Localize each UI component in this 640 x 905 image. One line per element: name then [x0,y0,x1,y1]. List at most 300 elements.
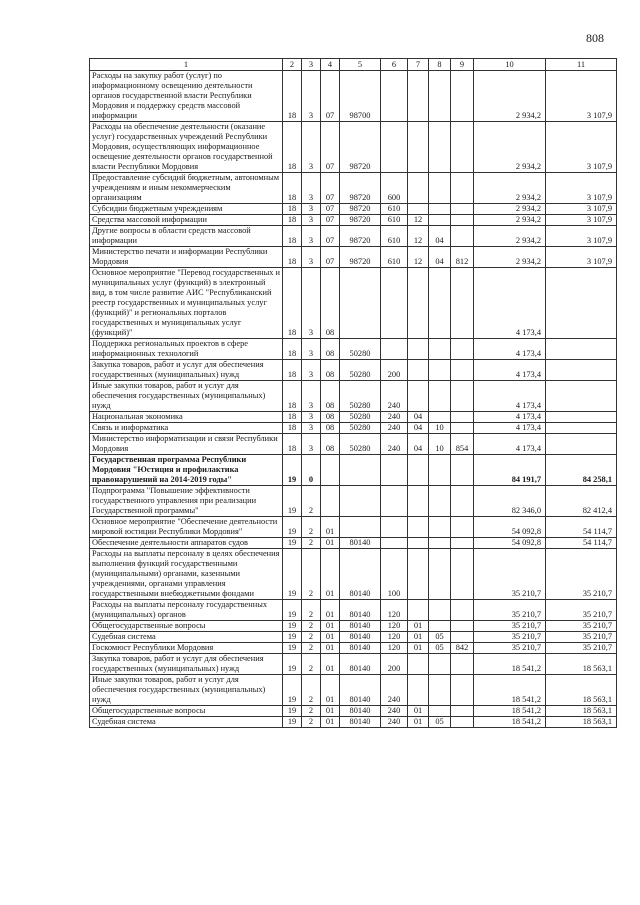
row-value-cell [340,486,381,517]
table-row [90,360,617,381]
row-value-cell [451,675,474,706]
table-row [90,226,617,247]
row-name-cell: Расходы на обеспечение деятельности (оказание услуг) государственных учреждений Республики Мордовия, осуществляющих информационное освещение деятельности органов государственной власти Республики Мордовия [90,122,283,173]
row-value-cell [451,600,474,621]
row-value-cell: 01 [321,517,340,538]
row-value-cell [321,455,340,486]
row-value-cell: 19 [283,717,302,728]
row-value-cell: 05 [429,632,451,643]
row-value-cell: 240 [381,381,408,412]
row-value-cell [429,204,451,215]
row-value-cell: 01 [321,717,340,728]
row-value-cell [381,486,408,517]
row-value-cell [408,381,429,412]
row-value-cell: 01 [321,632,340,643]
row-name-cell: Министерство информатизации и связи Республики Мордовия [90,434,283,455]
row-value-cell: 240 [381,717,408,728]
row-value-cell: 35 210,7 [474,632,546,643]
row-value-cell: 82 412,4 [546,486,617,517]
row-value-cell: 2 [302,600,321,621]
table-row [90,204,617,215]
row-value-cell: 98720 [340,122,381,173]
row-value-cell: 98720 [340,204,381,215]
row-name-cell: Подпрограмма "Повышение эффективности государственного управления при реализации Государственной программы" [90,486,283,517]
row-value-cell [408,173,429,204]
row-value-cell: 12 [408,215,429,226]
row-value-cell [451,717,474,728]
row-value-cell [408,455,429,486]
row-value-cell [451,549,474,600]
table-row [90,632,617,643]
row-value-cell [546,434,617,455]
row-value-cell: 2 [302,517,321,538]
row-value-cell [381,455,408,486]
row-value-cell: 854 [451,434,474,455]
row-name-cell: Связь и информатика [90,423,283,434]
row-value-cell: 3 [302,268,321,339]
row-name-cell: Расходы на выплаты персоналу государственных (муниципальных) органов [90,600,283,621]
row-value-cell [381,268,408,339]
row-value-cell: 18 563,1 [546,675,617,706]
row-value-cell [429,455,451,486]
row-name-cell: Иные закупки товаров, работ и услуг для обеспечения государственных (муниципальных) нужд [90,381,283,412]
row-value-cell: 842 [451,643,474,654]
row-value-cell: 01 [321,654,340,675]
row-value-cell: 80140 [340,643,381,654]
row-value-cell: 240 [381,434,408,455]
row-value-cell: 07 [321,122,340,173]
row-value-cell: 4 173,4 [474,360,546,381]
table-row [90,643,617,654]
row-value-cell: 18 [283,226,302,247]
row-value-cell: 2 934,2 [474,122,546,173]
row-value-cell: 19 [283,654,302,675]
row-value-cell: 54 114,7 [546,517,617,538]
header-cell: 7 [408,59,429,71]
row-value-cell: 2 [302,549,321,600]
row-value-cell: 2 [302,706,321,717]
row-value-cell: 18 [283,122,302,173]
row-value-cell: 18 [283,268,302,339]
row-value-cell: 3 [302,247,321,268]
row-name-cell: Иные закупки товаров, работ и услуг для обеспечения государственных (муниципальных) нужд [90,675,283,706]
row-value-cell: 08 [321,360,340,381]
row-value-cell: 240 [381,423,408,434]
row-value-cell [451,268,474,339]
row-value-cell: 98720 [340,226,381,247]
row-value-cell [381,71,408,122]
row-value-cell: 08 [321,339,340,360]
row-value-cell: 80140 [340,675,381,706]
row-value-cell [408,600,429,621]
row-name-cell: Закупка товаров, работ и услуг для обеспечения государственных (муниципальных) нужд [90,654,283,675]
row-value-cell [381,517,408,538]
row-value-cell: 04 [408,434,429,455]
row-name-cell: Судебная система [90,632,283,643]
row-value-cell: 12 [408,247,429,268]
row-value-cell [321,486,340,517]
row-value-cell: 98720 [340,215,381,226]
row-name-cell: Другие вопросы в области средств массовой информации [90,226,283,247]
row-value-cell: 07 [321,247,340,268]
row-value-cell: 04 [429,247,451,268]
row-value-cell: 08 [321,268,340,339]
row-value-cell: 3 [302,204,321,215]
table-row [90,339,617,360]
row-value-cell [429,412,451,423]
row-value-cell: 84 258,1 [546,455,617,486]
row-name-cell: Закупка товаров, работ и услуг для обеспечения государственных (муниципальных) нужд [90,360,283,381]
row-value-cell [451,339,474,360]
row-value-cell: 35 210,7 [546,643,617,654]
row-value-cell [429,486,451,517]
table-row [90,706,617,717]
row-value-cell [429,122,451,173]
row-value-cell [429,268,451,339]
row-value-cell: 3 [302,339,321,360]
row-value-cell [451,204,474,215]
row-value-cell [429,215,451,226]
row-value-cell [408,204,429,215]
row-value-cell: 07 [321,71,340,122]
row-value-cell [408,339,429,360]
row-value-cell [429,339,451,360]
row-value-cell: 18 [283,339,302,360]
row-value-cell: 19 [283,517,302,538]
row-value-cell: 2 934,2 [474,247,546,268]
table-row [90,412,617,423]
row-value-cell: 35 210,7 [474,643,546,654]
row-value-cell: 18 541,2 [474,654,546,675]
row-name-cell: Поддержка региональных проектов в сфере информационных технологий [90,339,283,360]
table-row [90,517,617,538]
row-value-cell: 18 [283,247,302,268]
row-value-cell: 18 563,1 [546,706,617,717]
row-value-cell: 98700 [340,71,381,122]
row-value-cell: 80140 [340,706,381,717]
row-value-cell: 01 [321,600,340,621]
row-value-cell [429,517,451,538]
row-value-cell [451,412,474,423]
row-value-cell: 4 173,4 [474,381,546,412]
row-value-cell: 2 [302,675,321,706]
row-value-cell: 2 934,2 [474,226,546,247]
row-value-cell: 84 191,7 [474,455,546,486]
header-cell: 4 [321,59,340,71]
row-value-cell: 18 [283,423,302,434]
table-row [90,381,617,412]
header-cell: 11 [546,59,617,71]
row-value-cell: 610 [381,226,408,247]
row-value-cell: 18 [283,434,302,455]
row-value-cell: 10 [429,434,451,455]
table-row [90,173,617,204]
row-value-cell: 2 [302,632,321,643]
row-value-cell [451,538,474,549]
row-value-cell: 0 [302,455,321,486]
table-row [90,675,617,706]
row-value-cell: 80140 [340,632,381,643]
row-value-cell: 3 107,9 [546,173,617,204]
row-value-cell [451,226,474,247]
row-value-cell: 07 [321,204,340,215]
row-value-cell: 3 [302,215,321,226]
row-value-cell [429,675,451,706]
table-row [90,549,617,600]
row-value-cell: 3 107,9 [546,204,617,215]
header-cell: 1 [90,59,283,71]
row-value-cell [408,71,429,122]
row-value-cell: 240 [381,706,408,717]
row-value-cell [451,360,474,381]
row-value-cell: 3 [302,360,321,381]
header-cell: 5 [340,59,381,71]
row-value-cell: 18 [283,381,302,412]
row-name-cell: Обеспечение деятельности аппаратов судов [90,538,283,549]
row-value-cell [429,538,451,549]
row-value-cell: 3 [302,226,321,247]
row-value-cell: 08 [321,423,340,434]
row-value-cell: 18 563,1 [546,717,617,728]
row-value-cell: 01 [321,675,340,706]
row-value-cell: 12 [408,226,429,247]
row-value-cell [546,381,617,412]
row-name-cell: Судебная система [90,717,283,728]
row-value-cell: 600 [381,173,408,204]
row-name-cell: Госкомюст Республики Мордовия [90,643,283,654]
row-value-cell: 18 541,2 [474,675,546,706]
row-value-cell: 3 107,9 [546,247,617,268]
row-value-cell [546,412,617,423]
row-value-cell: 610 [381,215,408,226]
row-value-cell: 19 [283,549,302,600]
row-value-cell: 19 [283,675,302,706]
table-row [90,434,617,455]
table-row [90,215,617,226]
table-row [90,247,617,268]
row-value-cell: 200 [381,654,408,675]
row-value-cell [451,706,474,717]
row-value-cell: 05 [429,717,451,728]
row-value-cell: 3 107,9 [546,215,617,226]
table-row [90,455,617,486]
table-row [90,71,617,122]
row-value-cell: 3 [302,122,321,173]
row-value-cell: 3 107,9 [546,226,617,247]
row-value-cell: 19 [283,600,302,621]
row-value-cell: 04 [408,412,429,423]
table-row [90,654,617,675]
row-value-cell: 100 [381,549,408,600]
row-value-cell: 01 [408,643,429,654]
row-value-cell: 80140 [340,717,381,728]
row-value-cell: 50280 [340,423,381,434]
row-value-cell: 01 [408,706,429,717]
table-row [90,486,617,517]
row-value-cell: 01 [321,621,340,632]
header-cell: 9 [451,59,474,71]
row-value-cell [340,517,381,538]
page-number: 808 [586,31,604,45]
row-value-cell: 01 [321,549,340,600]
row-value-cell: 2 [302,486,321,517]
row-value-cell [408,360,429,381]
row-value-cell [451,71,474,122]
row-value-cell: 2 934,2 [474,71,546,122]
row-value-cell: 4 173,4 [474,339,546,360]
row-value-cell: 35 210,7 [546,600,617,621]
row-value-cell: 19 [283,486,302,517]
row-value-cell: 18 [283,412,302,423]
row-value-cell: 19 [283,706,302,717]
row-value-cell: 54 092,8 [474,517,546,538]
row-value-cell: 19 [283,455,302,486]
row-value-cell: 812 [451,247,474,268]
row-value-cell: 01 [321,538,340,549]
row-value-cell [451,654,474,675]
table-header-row [90,59,617,71]
row-value-cell: 98720 [340,247,381,268]
header-cell: 8 [429,59,451,71]
row-value-cell: 2 [302,643,321,654]
row-value-cell: 08 [321,381,340,412]
row-value-cell [381,339,408,360]
row-value-cell: 10 [429,423,451,434]
row-value-cell: 18 563,1 [546,654,617,675]
row-value-cell: 18 541,2 [474,717,546,728]
row-value-cell: 2 [302,621,321,632]
row-value-cell [408,517,429,538]
row-value-cell: 08 [321,434,340,455]
row-value-cell: 3 107,9 [546,71,617,122]
row-value-cell: 3 [302,434,321,455]
row-name-cell: Субсидии бюджетным учреждениям [90,204,283,215]
row-value-cell: 120 [381,643,408,654]
row-value-cell: 19 [283,632,302,643]
row-value-cell [408,654,429,675]
row-value-cell: 50280 [340,381,381,412]
row-value-cell: 4 173,4 [474,268,546,339]
row-value-cell: 50280 [340,412,381,423]
row-value-cell: 35 210,7 [546,632,617,643]
row-value-cell [429,706,451,717]
row-name-cell: Основное мероприятие "Обеспечение деятельности мировой юстиции Республики Мордовия" [90,517,283,538]
row-name-cell: Общегосударственные вопросы [90,706,283,717]
row-value-cell [451,621,474,632]
budget-table [89,58,617,728]
row-value-cell: 120 [381,621,408,632]
row-value-cell [340,455,381,486]
table-row [90,122,617,173]
row-value-cell [429,381,451,412]
row-value-cell: 35 210,7 [474,549,546,600]
row-value-cell: 07 [321,226,340,247]
row-value-cell: 19 [283,538,302,549]
row-value-cell: 3 107,9 [546,122,617,173]
row-value-cell: 50280 [340,434,381,455]
row-value-cell: 35 210,7 [546,549,617,600]
row-value-cell: 35 210,7 [474,600,546,621]
row-value-cell: 80140 [340,621,381,632]
row-value-cell [429,654,451,675]
row-value-cell: 18 541,2 [474,706,546,717]
row-value-cell [429,600,451,621]
row-value-cell [451,455,474,486]
row-value-cell: 3 [302,412,321,423]
row-value-cell: 3 [302,173,321,204]
row-name-cell: Расходы на закупку работ (услуг) по информационному освещению деятельности органов государственной власти Республики Мордовия и поддержку средств массовой информации [90,71,283,122]
row-value-cell: 07 [321,173,340,204]
row-value-cell [429,173,451,204]
row-value-cell: 18 [283,215,302,226]
row-value-cell: 54 092,8 [474,538,546,549]
row-value-cell: 200 [381,360,408,381]
row-value-cell: 4 173,4 [474,423,546,434]
row-value-cell [381,122,408,173]
header-cell: 2 [283,59,302,71]
row-value-cell: 2 934,2 [474,215,546,226]
row-value-cell: 01 [408,717,429,728]
row-value-cell: 04 [408,423,429,434]
row-name-cell: Основное мероприятие "Перевод государственных и муниципальных услуг (функций) в электронный вид, в том числе развитие АИС "Республиканский реестр государственных и муниципальных услуг (функций)" и региональных порталов государственных и муниципальных услуг (функций)" [90,268,283,339]
row-value-cell [451,486,474,517]
row-value-cell: 50280 [340,339,381,360]
row-value-cell: 4 173,4 [474,434,546,455]
row-value-cell: 80140 [340,654,381,675]
row-value-cell [451,517,474,538]
row-value-cell [408,538,429,549]
header-cell: 10 [474,59,546,71]
table-row [90,423,617,434]
row-value-cell: 4 173,4 [474,412,546,423]
row-value-cell: 120 [381,632,408,643]
row-value-cell [451,632,474,643]
table-row [90,621,617,632]
row-value-cell [451,423,474,434]
row-name-cell: Предоставление субсидий бюджетным, автономным учреждениям и иным некоммерческим организациям [90,173,283,204]
row-value-cell: 35 210,7 [546,621,617,632]
row-value-cell: 01 [408,621,429,632]
row-value-cell [546,423,617,434]
row-value-cell [451,381,474,412]
row-value-cell: 240 [381,675,408,706]
row-value-cell [408,549,429,600]
row-value-cell [546,268,617,339]
header-cell: 3 [302,59,321,71]
row-name-cell: Государственная программа Республики Мордовия "Юстиция и профилактика правонарушений на 2014-2019 годы" [90,455,283,486]
row-value-cell: 610 [381,247,408,268]
row-value-cell [408,675,429,706]
row-value-cell: 240 [381,412,408,423]
row-value-cell [451,173,474,204]
row-value-cell: 3 [302,381,321,412]
row-value-cell [408,122,429,173]
row-name-cell: Национальная экономика [90,412,283,423]
row-value-cell: 08 [321,412,340,423]
row-value-cell: 3 [302,423,321,434]
row-value-cell: 01 [408,632,429,643]
row-value-cell [408,486,429,517]
row-value-cell: 3 [302,71,321,122]
row-value-cell: 01 [321,706,340,717]
row-value-cell [429,621,451,632]
row-name-cell: Министерство печати и информации Республики Мордовия [90,247,283,268]
row-value-cell: 07 [321,215,340,226]
row-value-cell: 2 934,2 [474,204,546,215]
table-row [90,717,617,728]
row-value-cell: 54 114,7 [546,538,617,549]
row-value-cell: 610 [381,204,408,215]
